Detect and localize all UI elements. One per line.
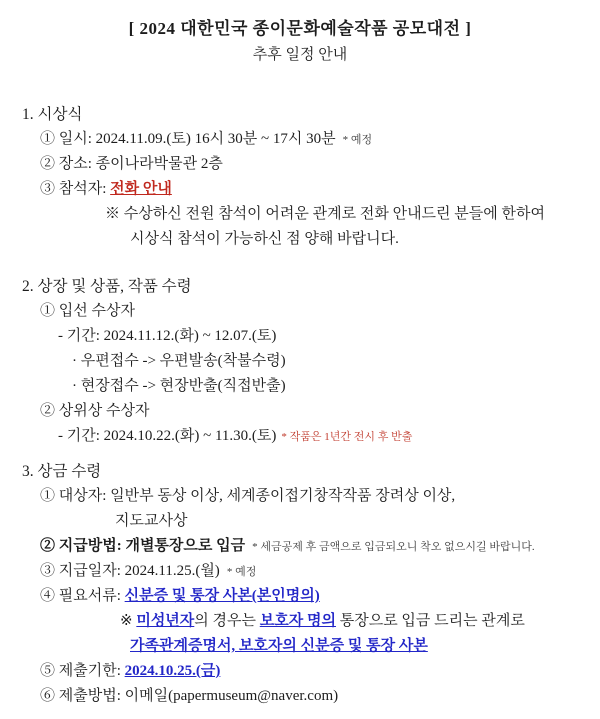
required-docs-value: 신분증 및 통장 사본(본인명의) bbox=[124, 588, 320, 604]
section3-target-line2: 지도교사상 bbox=[115, 513, 188, 529]
section1-date-line bbox=[0, 127, 600, 152]
section1-note-line2: 시상식 참석이 가능하신 점 양해 바랍니다. bbox=[130, 231, 399, 247]
required-docs-label: ④ 필요서류: bbox=[40, 588, 125, 604]
minor-note-prefix: ※ bbox=[120, 613, 137, 629]
section2-mail-method: · 우편접수 -> 우편발송(착불수령) bbox=[72, 353, 286, 369]
section1-note-line1: ※ 수상하신 전원 참석이 어려운 관계로 전화 안내드린 분들에 한하여 bbox=[105, 206, 545, 222]
section2-period1: - 기간: 2024.11.12.(화) ~ 12.07.(토) bbox=[58, 328, 277, 344]
section-award-ceremony bbox=[0, 102, 600, 252]
document-subtitle: 추후 일정 안내 bbox=[252, 47, 348, 63]
section3-docs-line bbox=[0, 584, 600, 609]
section3-minor-note-line1 bbox=[0, 609, 600, 634]
deadline-date: 2024.10.25.(금) bbox=[124, 663, 221, 679]
minor-note-text1: 의 경우는 bbox=[194, 613, 260, 629]
section2-heading: 2. 상장 및 상품, 작품 수령 bbox=[22, 278, 192, 295]
section3-method-line bbox=[0, 534, 600, 559]
guardian-name-keyword: 보호자 명의 bbox=[259, 613, 336, 629]
document-title: [ 2024 대한민국 종이문화예술작품 공모대전 ] bbox=[128, 19, 472, 38]
section3-heading: 3. 상금 수령 bbox=[22, 463, 102, 480]
spacer bbox=[0, 449, 600, 459]
period2-text: - 기간: 2024.10.22.(화) ~ 11.30.(토) bbox=[58, 428, 277, 444]
section2-site-method: · 현장접수 -> 현장반출(직접반출) bbox=[72, 378, 286, 394]
ceremony-date-text: ① 일시: 2024.11.09.(토) 16시 30분 ~ 17시 30분 bbox=[40, 131, 336, 147]
section3-submit-line: ⑥ 제출방법: 이메일(papermuseum@naver.com) bbox=[40, 688, 339, 704]
section2-winner-type2: ② 상위상 수상자 bbox=[40, 403, 150, 419]
payment-method-note: * 세금공제 후 금액으로 입금되오니 착오 없으시길 바랍니다. bbox=[252, 541, 535, 553]
period2-exhibit-note: * 작품은 1년간 전시 후 반출 bbox=[281, 431, 413, 443]
deadline-label: ⑤ 제출기한: bbox=[40, 663, 125, 679]
attendee-phone-notice: 전화 안내 bbox=[110, 181, 172, 197]
minor-note-text2: 통장으로 입금 드리는 관계로 bbox=[335, 613, 525, 629]
section3-paydate-line bbox=[0, 559, 600, 584]
payment-date-text: ③ 지급일자: 2024.11.25.(월) bbox=[40, 563, 220, 579]
payment-date-note: * 예정 bbox=[226, 566, 257, 578]
spacer bbox=[0, 252, 600, 274]
family-docs-text: 가족관계증명서, 보호자의 신분증 및 통장 사본 bbox=[130, 638, 428, 654]
minor-keyword: 미성년자 bbox=[136, 613, 195, 629]
section2-period2-line bbox=[0, 424, 600, 449]
payment-method-text: ② 지급방법: 개별통장으로 입금 bbox=[40, 538, 246, 554]
section2-winner-type1: ① 입선 수상자 bbox=[40, 303, 135, 319]
section3-deadline-line bbox=[0, 659, 600, 684]
section3-minor-note-line2 bbox=[0, 634, 600, 659]
section-prize-money bbox=[0, 459, 600, 709]
section1-heading: 1. 시상식 bbox=[22, 106, 83, 123]
section1-place-line: ② 장소: 종이나라박물관 2층 bbox=[40, 156, 223, 172]
attendee-label: ③ 참석자: bbox=[40, 181, 111, 197]
section1-attendee-line bbox=[0, 177, 600, 202]
ceremony-date-note: * 예정 bbox=[342, 134, 373, 146]
section-certificate-prize-pickup bbox=[0, 274, 600, 449]
spacer bbox=[0, 68, 600, 102]
section3-target-line1: ① 대상자: 일반부 동상 이상, 세계종이접기창작작품 장려상 이상, bbox=[40, 488, 456, 504]
